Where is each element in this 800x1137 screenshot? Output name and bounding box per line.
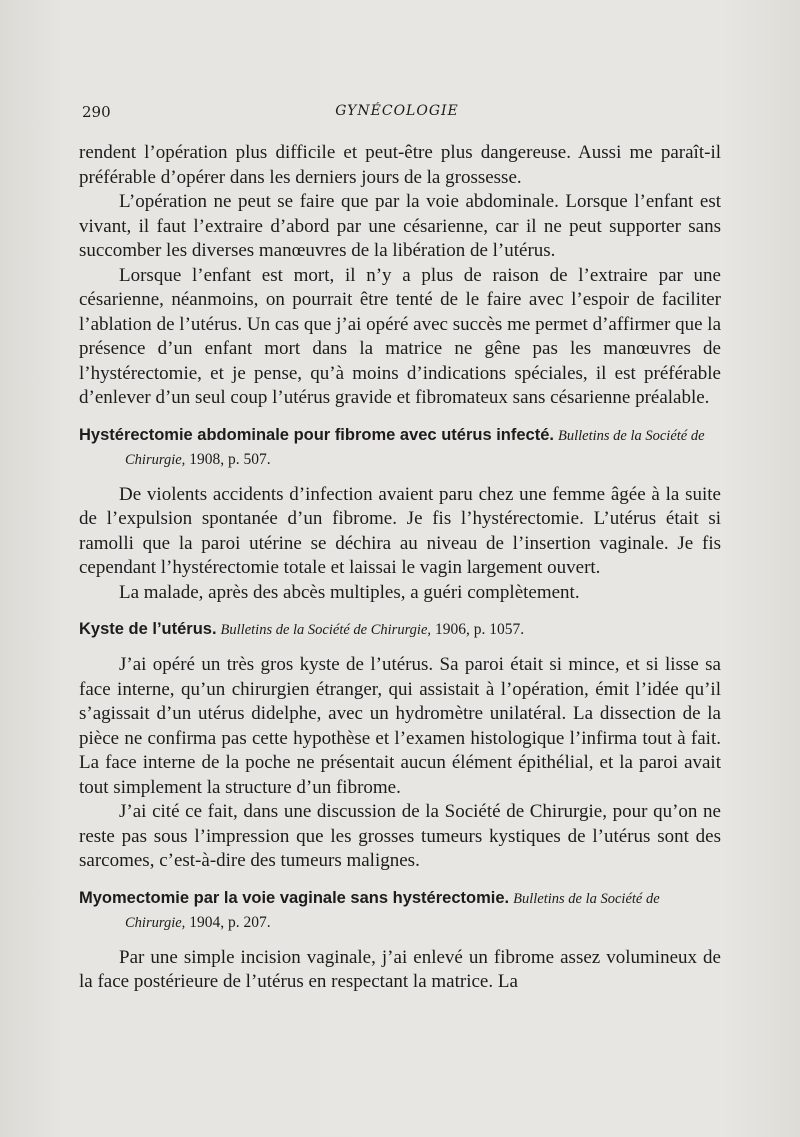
- entry-reference: Bulletins de la Société de Chirurgie,: [220, 622, 432, 638]
- page-content: [79, 141, 721, 995]
- entry-reference: Bulletins de la Société de Chirurgie,: [125, 427, 705, 468]
- page-header: [82, 103, 712, 127]
- bibliography-entry: [79, 424, 721, 472]
- paragraph: Par une simple incision vaginale, j’ai enlevé un fibrome assez volumineux de la face postérieure de l’utérus en respectant la matrice. La: [79, 946, 721, 992]
- paragraph: J’ai cité ce fait, dans une discussion de la Société de Chirurgie, pour qu’on ne reste pas sous l’impression que les grosses tumeurs kystiques de l’utérus sont des sarcomes, c’est-à-dire des tumeurs malignes.: [79, 801, 721, 871]
- entry-reference: Bulletins de la Société de Chirurgie,: [125, 890, 660, 931]
- entry-reference-tail: 1904, p. 207.: [189, 913, 271, 931]
- paragraph: De violents accidents d’infection avaient paru chez une femme âgée à la suite de l’expulsion spontanée d’un fibrome. Je fis l’hystérectomie. L’utérus était si ramolli que la paroi utérine se déchira au niveau de l’insertion vaginale. Je fis cependant l’hystérectomie totale et laissai le vagin largement ouvert.: [79, 483, 721, 578]
- entry-title: Myomectomie par la voie vaginale sans hystérectomie.: [79, 888, 510, 907]
- running-title: GYNÉCOLOGIE: [335, 103, 459, 119]
- entry-reference-tail: 1908, p. 507.: [189, 450, 271, 468]
- entry-reference-tail: 1906, p. 1057.: [435, 621, 525, 638]
- entry-title: Kyste de l’utérus.: [79, 620, 217, 638]
- paragraph: J’ai opéré un très gros kyste de l’utérus. Sa paroi était si mince, et si lisse sa face interne, qu’un chirurgien étranger, qui assistait à l’opération, émit l’idée qu’il s’agissait d’un utérus didelphe, avec un hydromètre unilatéral. La dissection de la pièce ne confirma pas cette hypothèse et l’examen histologique l’infirma tout à fait. La face interne de la poche ne présentait aucun élément épithélial, et la paroi avait tout simplement la structure d’un fibrome.: [79, 654, 721, 798]
- entry-title: Hystérectomie abdominale pour fibrome avec utérus infecté.: [79, 425, 554, 444]
- paragraph: L’opération ne peut se faire que par la voie abdominale. Lorsque l’enfant est vivant, il faut l’extraire d’abord par une césarienne, car il ne peut supporter sans succomber les diverses manœuvres de la libération de l’utérus.: [79, 191, 721, 261]
- paragraph: Lorsque l’enfant est mort, il n’y a plus de raison de l’extraire par une césarienne, néanmoins, on pourrait être tenté de le faire avec l’espoir de faciliter l’ablation de l’utérus. Un cas que j’ai opéré avec succès me permet d’affirmer que la présence d’un enfant mort dans la matrice ne gêne pas les manœuvres de l’hystérectomie, et je pense, qu’à moins d’indications spéciales, il est préférable d’enlever d’un seul coup l’utérus gravide et fibromateux sans césarienne préalable.: [79, 264, 721, 408]
- bibliography-entry: [79, 618, 721, 642]
- bibliography-entry: [79, 887, 721, 935]
- page-number: 290: [82, 103, 111, 121]
- paragraph: La malade, après des abcès multiples, a guéri complètement.: [119, 581, 580, 603]
- paragraph: rendent l’opération plus difficile et peut-être plus dangereuse. Aussi me paraît-il préférable d’opérer dans les derniers jours de la grossesse.: [79, 142, 721, 188]
